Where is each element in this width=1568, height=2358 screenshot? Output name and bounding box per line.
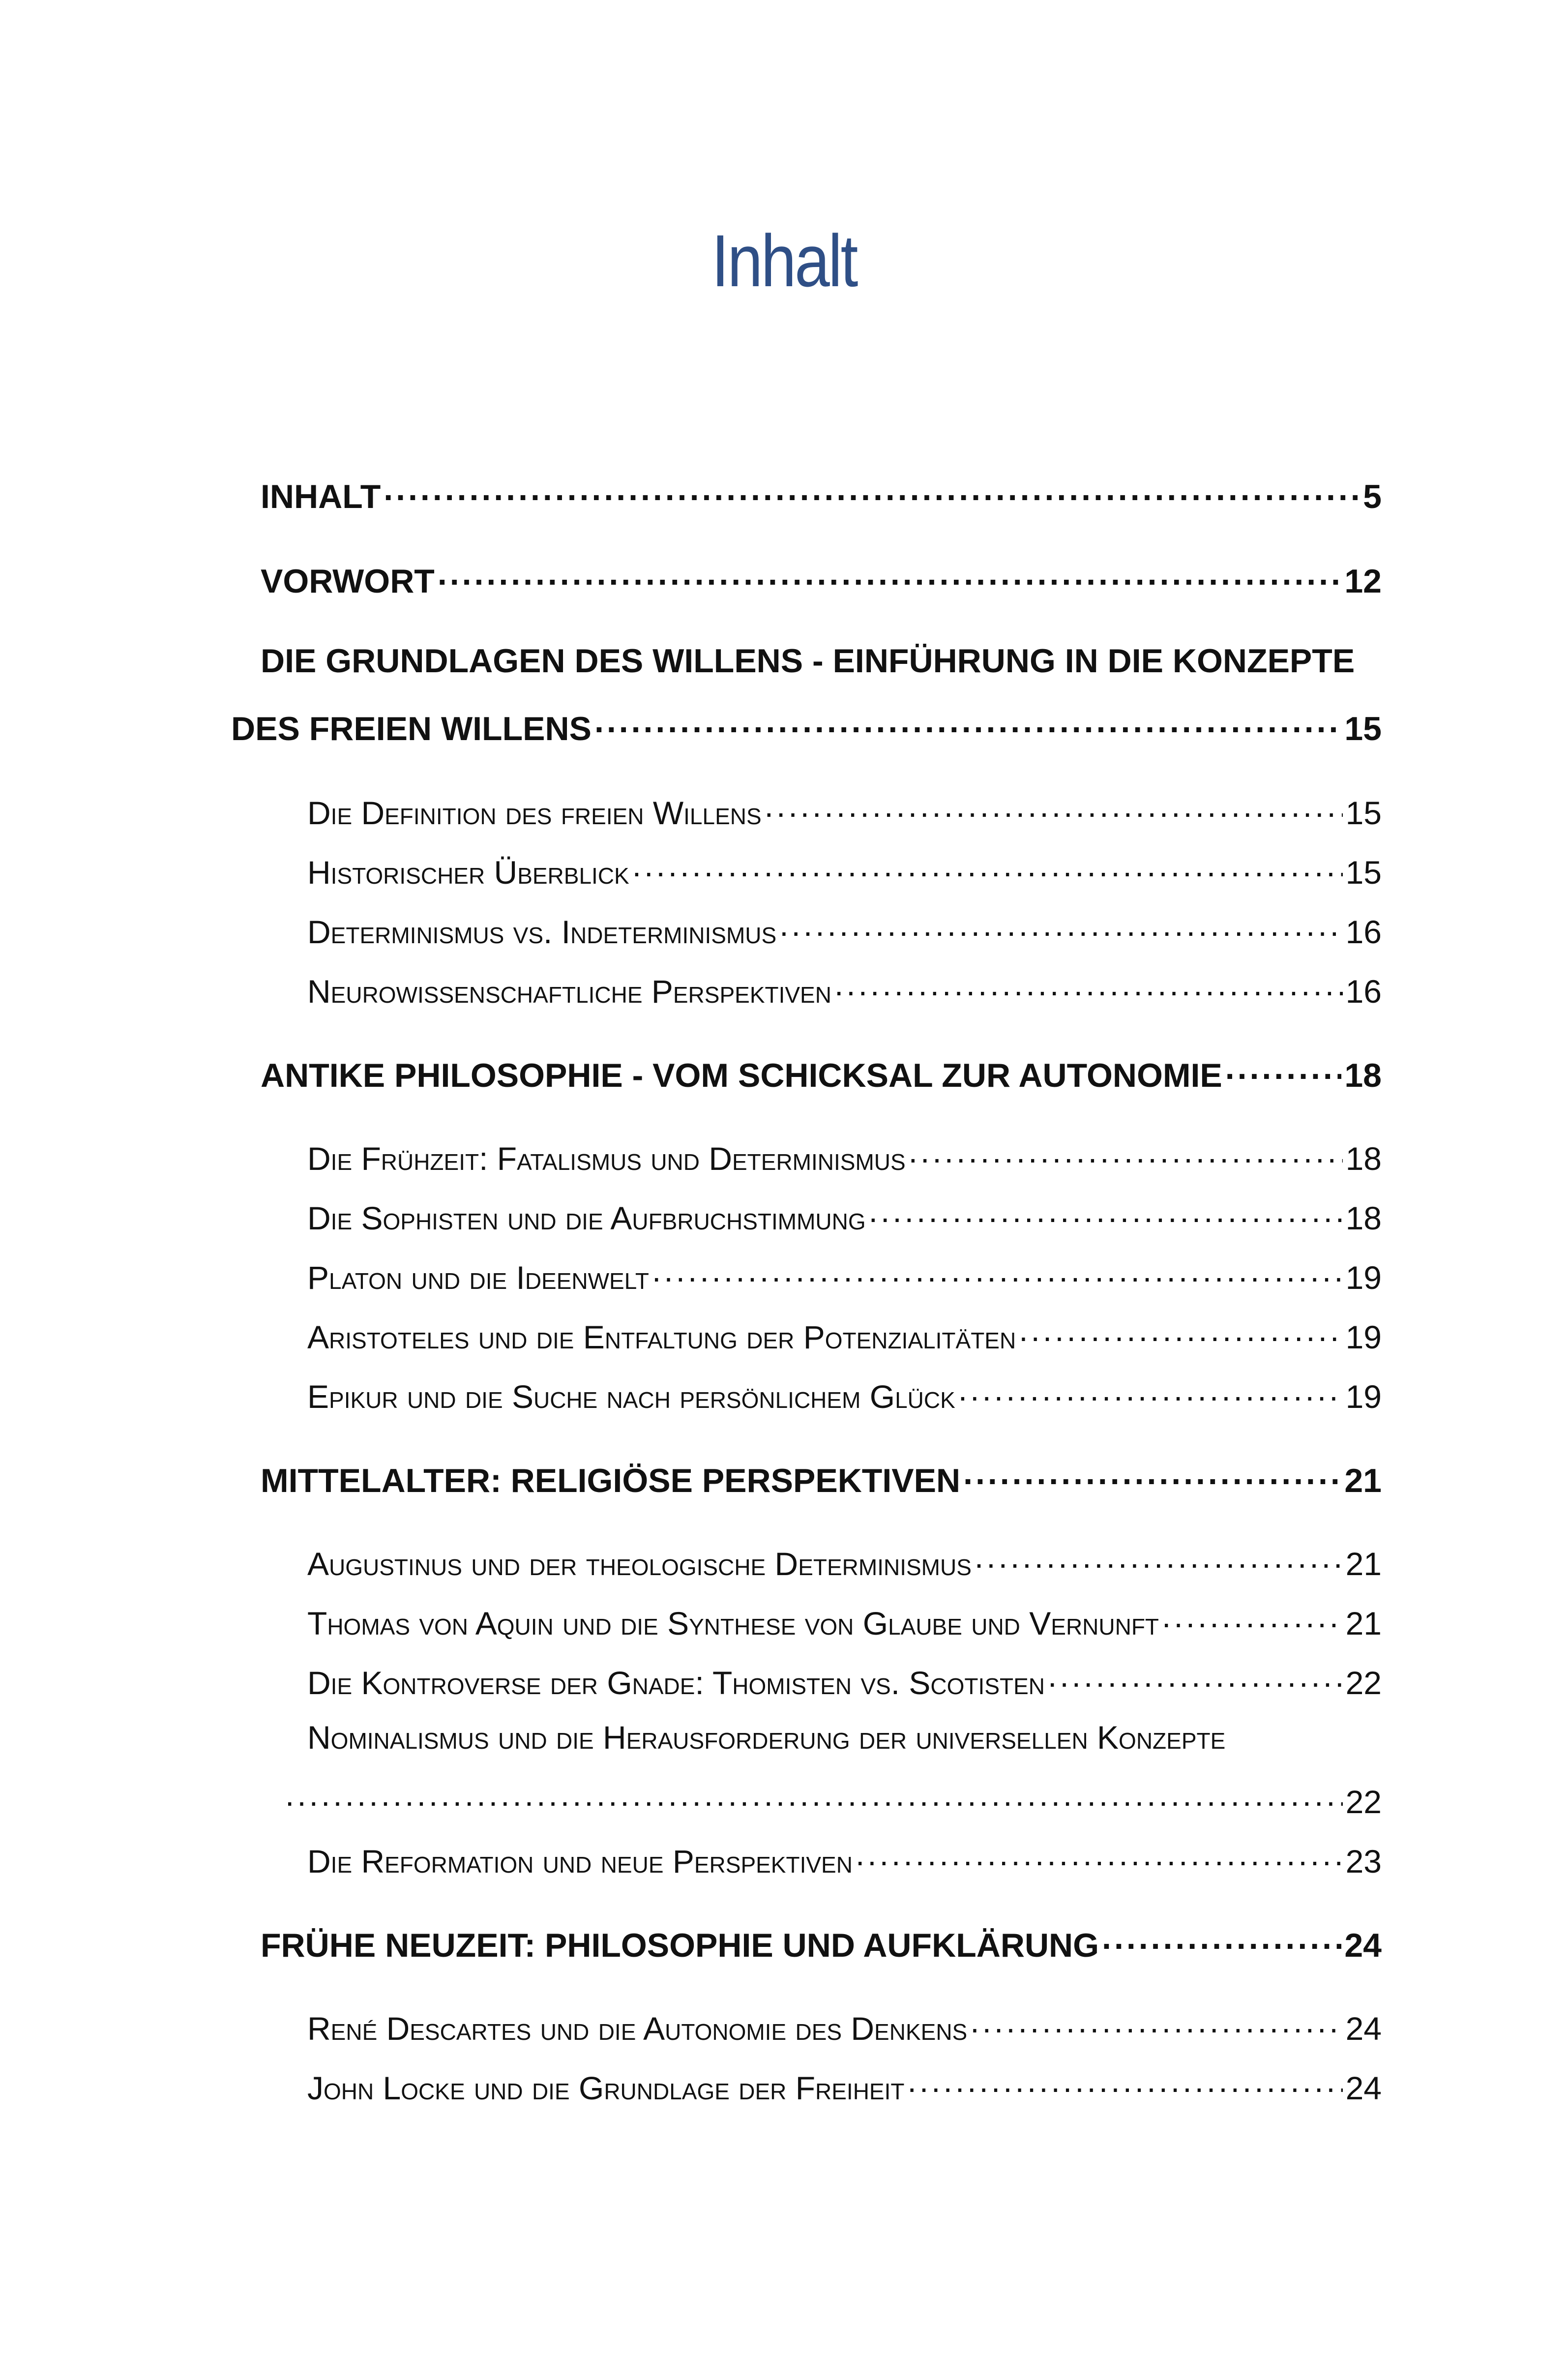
toc-entry-title: Die Frühzeit: Fatalismus und Determinismus	[307, 1140, 906, 1177]
toc-entry-platon[interactable]	[307, 1256, 1382, 1294]
toc-entry-sophisten[interactable]	[307, 1197, 1382, 1234]
dot-leader	[1048, 1662, 1343, 1694]
toc-entry-title: INHALT	[261, 478, 381, 515]
toc-entry-page: 5	[1363, 478, 1382, 515]
toc-entry-mittelalter[interactable]	[261, 1459, 1382, 1497]
toc-entry-aristoteles[interactable]	[307, 1316, 1382, 1353]
dot-leader	[970, 2007, 1342, 2040]
toc-entry-neuzeit[interactable]	[261, 1923, 1382, 1962]
dot-leader	[975, 1543, 1343, 1575]
toc-entry-grundlagen[interactable]	[231, 707, 1382, 746]
dot-leader	[779, 911, 1342, 943]
toc-entry-title: DES FREIEN WILLENS	[231, 710, 592, 747]
dot-leader	[285, 1781, 1343, 1813]
dot-leader	[1019, 1316, 1342, 1348]
toc-entry-title: FRÜHE NEUZEIT: PHILOSOPHIE UND AUFKLÄRUNG	[261, 1927, 1099, 1964]
toc-entry-neuro[interactable]	[307, 970, 1382, 1008]
toc-entry-page: 18	[1344, 1057, 1382, 1094]
toc-entry-title: Epikur und die Suche nach persönlichem Glück	[307, 1378, 955, 1415]
toc-entry-title: MITTELALTER: RELIGIÖSE PERSPEKTIVEN	[261, 1462, 961, 1499]
toc-entry-grundlagen-line1[interactable]: DIE GRUNDLAGEN DES WILLENS - EINFÜHRUNG IN DIE KONZEPTE	[261, 642, 1355, 680]
toc-entry-page: 23	[1345, 1843, 1382, 1880]
toc-entry-vorwort[interactable]	[261, 559, 1382, 598]
toc-entry-page: 19	[1345, 1259, 1382, 1296]
toc-entry-page: 21	[1344, 1462, 1382, 1499]
toc-entry-title: Die Sophisten und die Aufbruchstimmung	[307, 1200, 866, 1236]
toc-entry-title: Thomas von Aquin und die Synthese von Glaube und Vernunft	[307, 1605, 1159, 1642]
toc-entry-page: 15	[1345, 854, 1382, 891]
toc-entry-determinismus[interactable]	[307, 911, 1382, 948]
toc-entry-page: 22	[1345, 1784, 1382, 1820]
toc-entry-title: Augustinus und der theologische Determinismus	[307, 1546, 972, 1582]
dot-leader	[834, 970, 1343, 1003]
toc-entry-thomas[interactable]	[307, 1602, 1382, 1640]
toc-entry-page: 19	[1345, 1378, 1382, 1415]
page-title: Inhalt	[711, 219, 857, 302]
toc-entry-locke[interactable]	[307, 2067, 1382, 2104]
toc-entry-title: Aristoteles und die Entfaltung der Potenzialitäten	[307, 1319, 1016, 1355]
dot-leader	[856, 1840, 1343, 1873]
dot-leader	[438, 559, 1342, 593]
dot-leader	[632, 851, 1343, 884]
dot-leader	[384, 475, 1360, 508]
dot-leader	[1162, 1602, 1343, 1635]
toc-entry-page: 15	[1345, 795, 1382, 831]
toc-entry-page: 24	[1345, 2010, 1382, 2047]
toc-entry-reformation[interactable]	[307, 1840, 1382, 1878]
toc-entry-page: 16	[1345, 914, 1382, 950]
dot-leader	[869, 1197, 1343, 1229]
toc-entry-title: Die Kontroverse der Gnade: Thomisten vs. Scotisten	[307, 1665, 1045, 1701]
toc-entry-title: John Locke und die Grundlage der Freiheit	[307, 2070, 905, 2106]
toc-entry-nominalismus-line1[interactable]: Nominalismus und die Herausforderung der universellen Konzepte	[307, 1719, 1226, 1756]
toc-entry-page: 16	[1345, 973, 1382, 1010]
toc-entry-inhalt[interactable]	[261, 475, 1382, 513]
toc-entry-nominalismus[interactable]	[285, 1781, 1382, 1818]
toc-entry-page: 15	[1344, 710, 1382, 747]
toc-entry-augustinus[interactable]	[307, 1543, 1382, 1580]
dot-leader	[908, 2067, 1343, 2099]
dot-leader	[909, 1137, 1343, 1170]
dot-leader	[958, 1375, 1343, 1408]
toc-entry-definition[interactable]	[307, 792, 1382, 829]
toc-entry-title: Platon und die Ideenwelt	[307, 1259, 649, 1296]
toc-entry-page: 24	[1345, 2070, 1382, 2106]
toc-entry-page: 21	[1345, 1546, 1382, 1582]
toc-entry-page: 12	[1344, 563, 1382, 600]
toc-entry-title: René Descartes und die Autonomie des Denkens	[307, 2010, 968, 2047]
toc-entry-descartes[interactable]	[307, 2007, 1382, 2045]
toc-entry-title: ANTIKE PHILOSOPHIE - VOM SCHICKSAL ZUR AUTONOMIE	[261, 1057, 1222, 1094]
toc-entry-epikur[interactable]	[307, 1375, 1382, 1413]
toc-entry-title: Die Reformation und neue Perspektiven	[307, 1843, 853, 1880]
toc-entry-kontroverse[interactable]	[307, 1662, 1382, 1699]
toc-entry-title: Die Definition des freien Willens	[307, 795, 762, 831]
dot-leader	[765, 792, 1343, 824]
dot-leader	[594, 707, 1341, 740]
toc-entry-title: Determinismus vs. Indeterminismus	[307, 914, 777, 950]
dot-leader	[1225, 1053, 1342, 1087]
toc-entry-page: 19	[1345, 1319, 1382, 1355]
toc-entry-title: Historischer Überblick	[307, 854, 629, 891]
toc-entry-title: VORWORT	[261, 563, 435, 600]
dot-leader	[652, 1256, 1343, 1289]
toc-entry-page: 18	[1345, 1140, 1382, 1177]
dot-leader	[1102, 1923, 1341, 1957]
toc-entry-title: Neurowissenschaftliche Perspektiven	[307, 973, 831, 1010]
toc-entry-fruehzeit[interactable]	[307, 1137, 1382, 1175]
toc-entry-page: 18	[1345, 1200, 1382, 1236]
toc-entry-page: 24	[1344, 1927, 1382, 1964]
dot-leader	[963, 1459, 1341, 1492]
toc-entry-historischer[interactable]	[307, 851, 1382, 889]
toc-entry-page: 22	[1345, 1665, 1382, 1701]
toc-entry-page: 21	[1345, 1605, 1382, 1642]
toc-entry-antike[interactable]	[261, 1053, 1382, 1092]
